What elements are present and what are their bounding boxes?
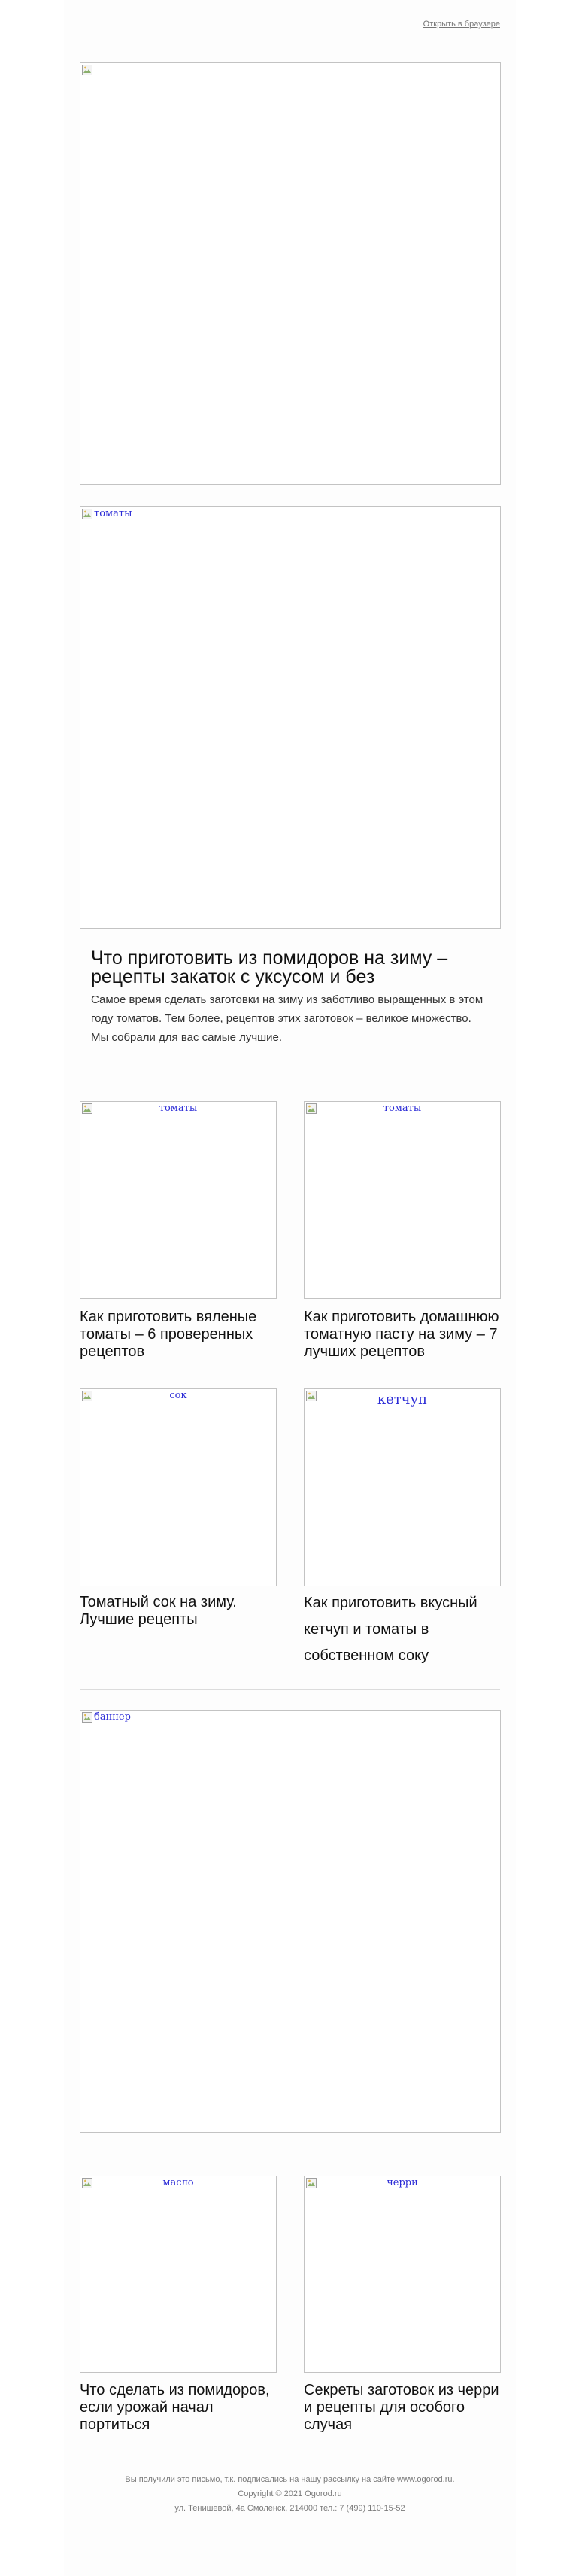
card-image[interactable]: [80, 2176, 277, 2373]
feature-lead: Самое время сделать заготовки на зиму из заботливо выращенных в этом году томатов. Тем более, рецептов этих заготовок – великое множество. Мы собрали для вас самые лучшие.: [91, 993, 484, 1044]
banner-image-alt: баннер: [94, 1711, 131, 1723]
card-title[interactable]: Секреты заготовок из черри и рецепты для особого случая: [304, 2382, 499, 2433]
card-image[interactable]: [304, 1101, 501, 1299]
card-title[interactable]: Что сделать из помидоров, если урожай начал портиться: [80, 2382, 270, 2433]
divider: [80, 1689, 500, 1690]
broken-image-icon: [82, 509, 92, 519]
open-in-browser-link[interactable]: Открыть в браузере: [423, 20, 500, 29]
feature-image-alt: томаты: [94, 508, 132, 519]
card-title[interactable]: Как приготовить вкусный кетчуп и томаты в собственном соку: [304, 1595, 477, 1664]
card-image[interactable]: [304, 1388, 501, 1586]
card-image-alt: томаты: [383, 1102, 422, 1114]
footer-subscription-note: Вы получили это письмо, т.к. подписались на нашу рассылку на сайте www.ogorod.ru.: [125, 2475, 455, 2484]
footer-copyright: Copyright © 2021 Ogorod.ru: [238, 2489, 342, 2498]
card-image[interactable]: [80, 1388, 277, 1586]
card-title[interactable]: Томатный сок на зиму. Лучшие рецепты: [80, 1594, 237, 1628]
banner-image[interactable]: [80, 1710, 501, 2133]
hero-image[interactable]: [80, 62, 501, 485]
broken-image-icon: [82, 1712, 92, 1723]
broken-image-icon: [82, 65, 92, 75]
feature-image[interactable]: [80, 506, 501, 929]
feature-title[interactable]: Что приготовить из помидоров на зиму – рецепты закаток с уксусом и без: [91, 947, 448, 987]
email-container: [64, 0, 516, 2576]
card-image-alt: масло: [162, 2177, 194, 2188]
card-image-alt: кетчуп: [377, 1391, 428, 1407]
card-image[interactable]: [304, 2176, 501, 2373]
card-image[interactable]: [80, 1101, 277, 1299]
footer-address: ул. Тенишевой, 4а Смоленск, 214000 тел.: 7 (499) 110-15-52: [174, 2504, 405, 2513]
card-image-alt: сок: [169, 1390, 187, 1401]
card-image-alt: томаты: [159, 1102, 198, 1114]
card-title[interactable]: Как приготовить домашнюю томатную пасту на зиму – 7 лучших рецептов: [304, 1309, 499, 1360]
card-image-alt: черри: [387, 2177, 418, 2188]
card-title[interactable]: Как приготовить вяленые томаты – 6 проверенных рецептов: [80, 1309, 257, 1360]
footer: [64, 2473, 516, 2516]
